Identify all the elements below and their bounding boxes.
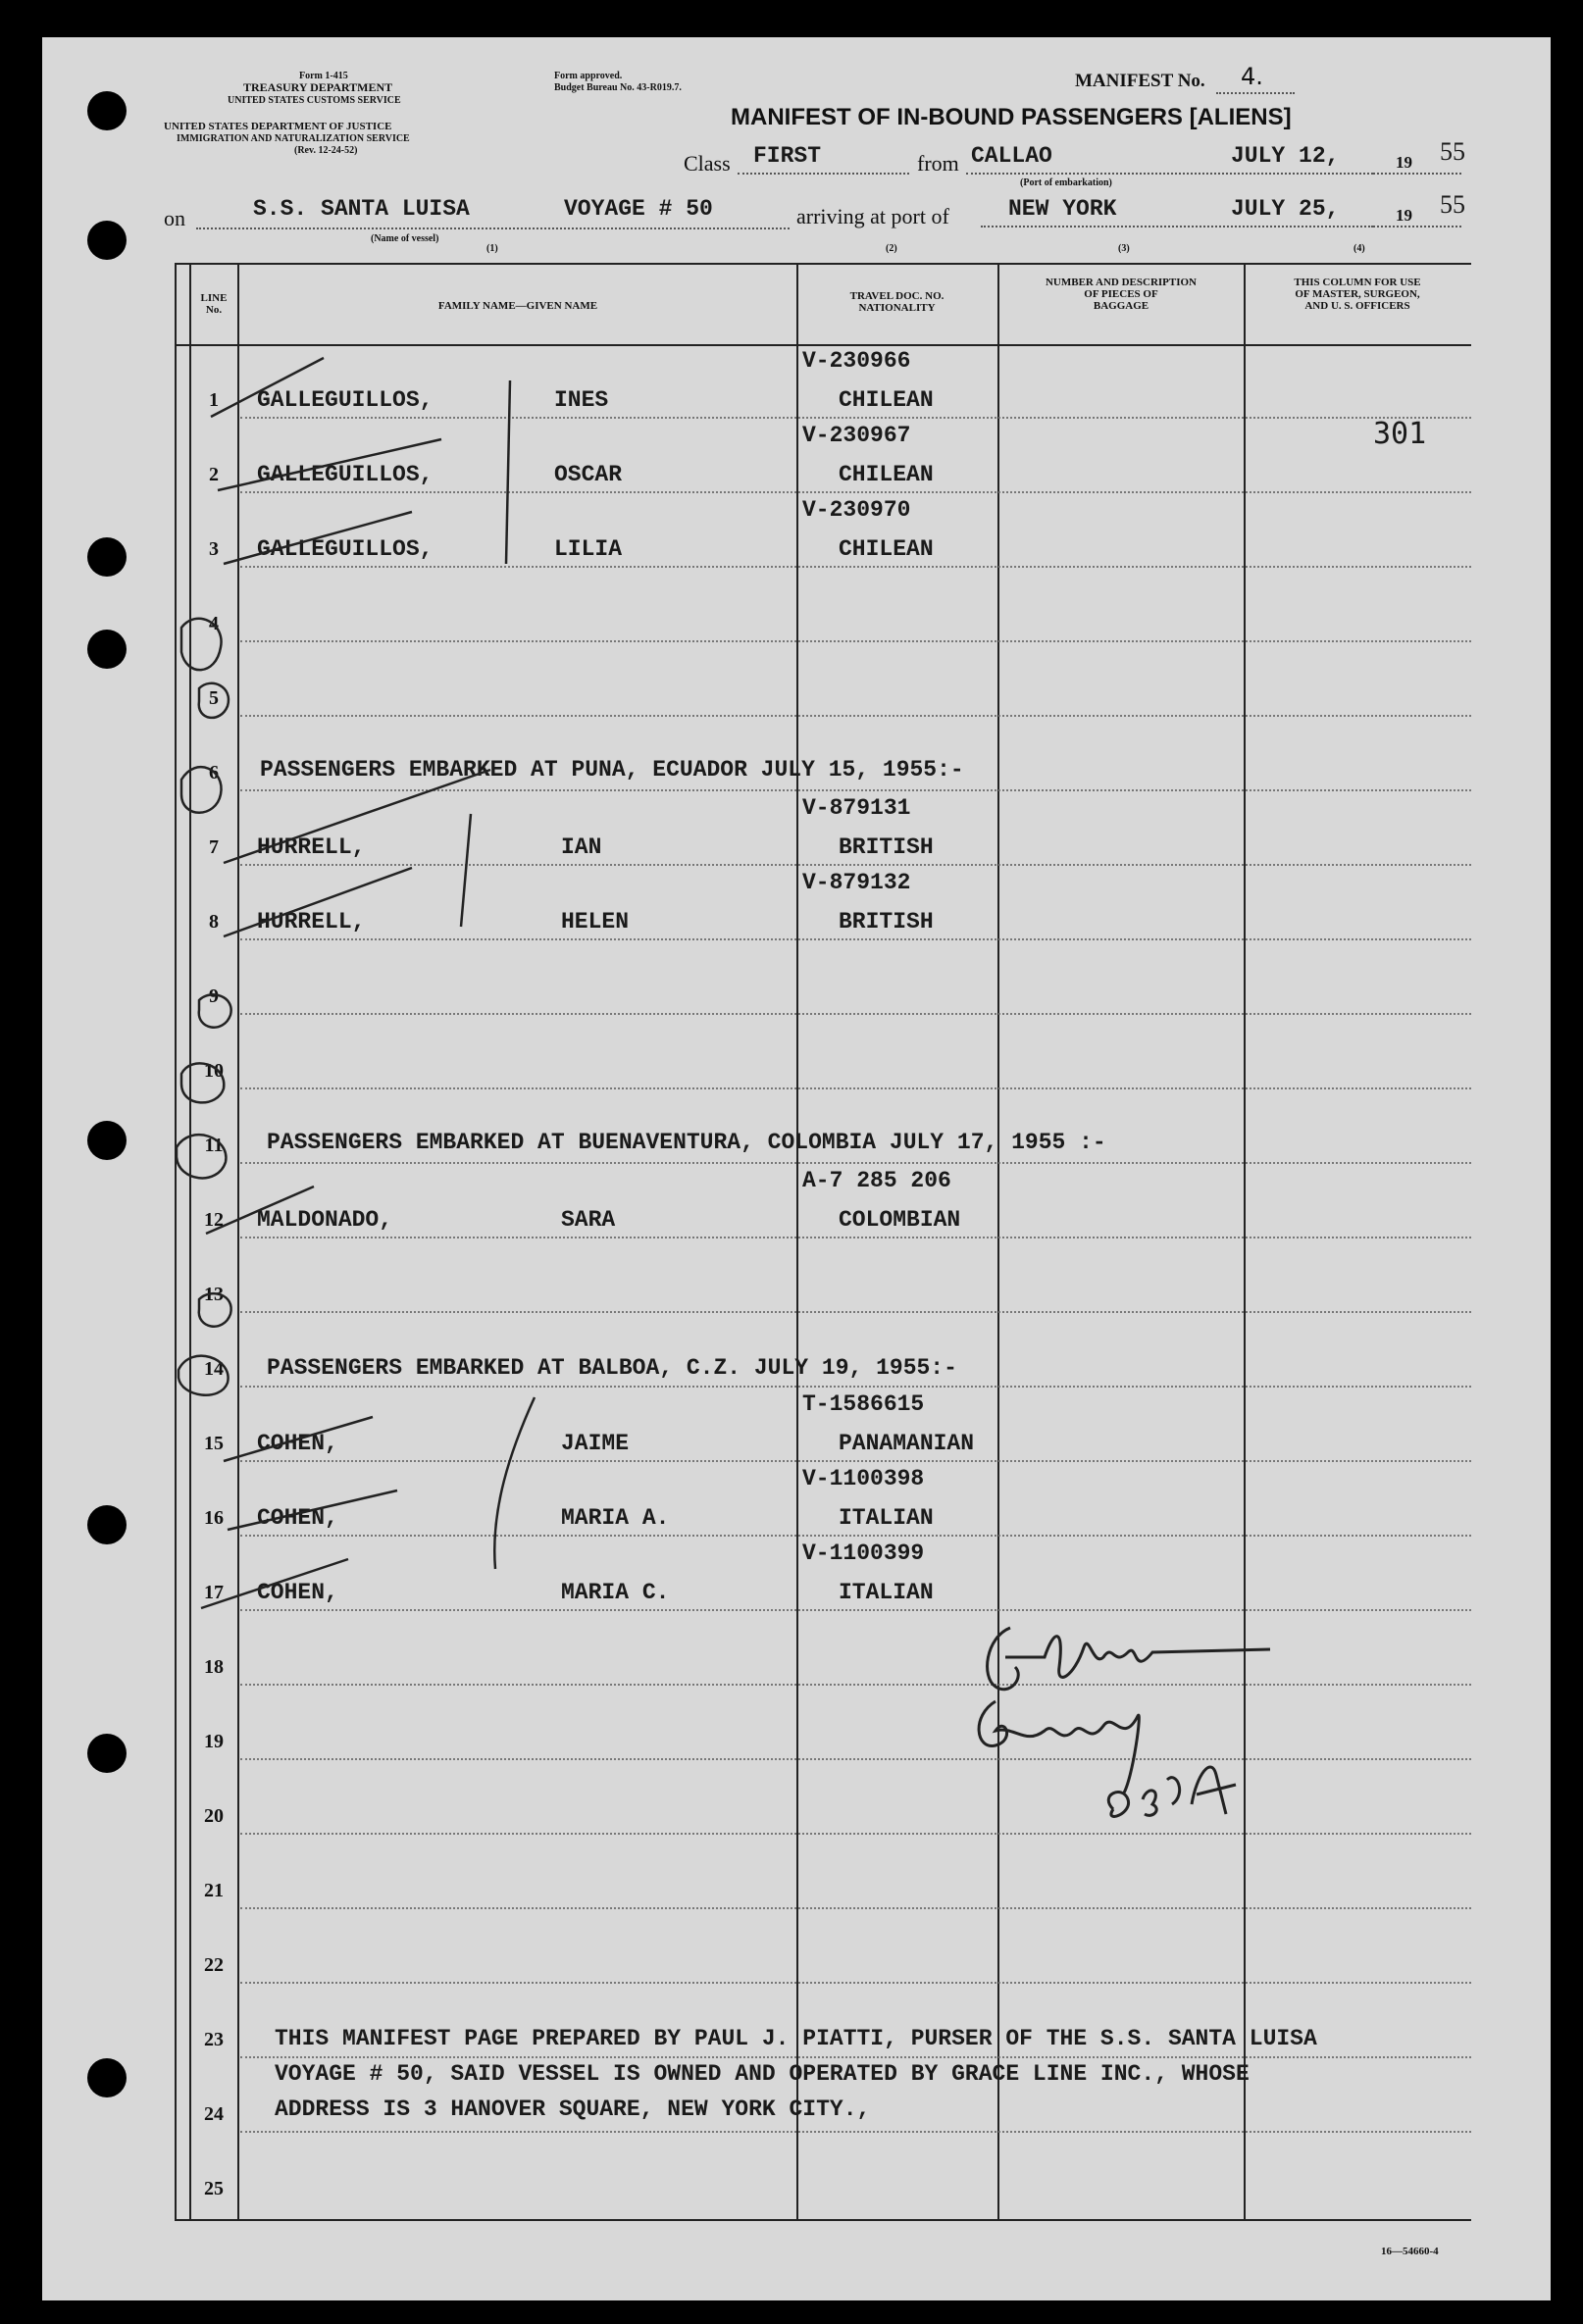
line-number: 16 [204,1507,224,1529]
line-number: 6 [209,762,219,783]
line-number: 22 [204,1954,224,1976]
manifest-no-value: 4. [1241,63,1263,90]
line-number: 20 [204,1805,224,1827]
passenger-nationality: COLOMBIAN [839,1207,961,1233]
passenger-travel-doc: V-879131 [802,795,911,821]
line-number: 18 [204,1656,224,1678]
page-title: MANIFEST OF IN-BOUND PASSENGERS [ALIENS] [731,104,1292,130]
passenger-nationality: BRITISH [839,909,934,935]
passenger-family-name: MALDONADO, [257,1207,393,1233]
on-label: on [164,206,185,230]
passenger-travel-doc: A-7 285 206 [802,1168,951,1193]
passenger-given-name: LILIA [554,536,623,562]
passenger-family-name: HURRELL, [257,834,366,860]
passenger-family-name: COHEN, [257,1431,338,1456]
customs-label: UNITED STATES CUSTOMS SERVICE [228,95,401,106]
form-number-top: Form 1-415 [299,71,348,81]
passenger-travel-doc: V-230970 [802,497,911,523]
passenger-nationality: CHILEAN [839,462,934,487]
line-number: 23 [204,2029,224,2050]
passenger-nationality: PANAMANIAN [839,1431,975,1456]
passenger-family-name: COHEN, [257,1505,338,1531]
passenger-nationality: CHILEAN [839,387,934,413]
arrival-year: 55 [1440,190,1465,219]
passenger-travel-doc: V-230967 [802,423,911,448]
note-puna: PASSENGERS EMBARKED AT PUNA, ECUADOR JULY 15, 1955:- [260,757,964,783]
manifest-no-label: MANIFEST No. [1075,71,1205,91]
passenger-nationality: CHILEAN [839,536,934,562]
baggage-header: NUMBER AND DESCRIPTION OF PIECES OF BAGGAGE [1045,277,1198,312]
passenger-nationality: BRITISH [839,834,934,860]
line-number: 7 [209,836,219,858]
line-number: 17 [204,1582,224,1603]
passenger-nationality: ITALIAN [839,1580,934,1605]
officer-note: 301 [1373,417,1427,451]
passenger-family-name: HURRELL, [257,909,366,935]
col-num-3: (3) [1118,243,1130,254]
vessel-caption: (Name of vessel) [371,233,439,244]
departure-year: 55 [1440,137,1465,166]
col-num-1: (1) [486,243,498,254]
class-value: FIRST [753,143,822,169]
travel-doc-header: TRAVEL DOC. NO. NATIONALITY [849,290,945,314]
arrival-date: JULY 25, [1231,196,1340,222]
line-number: 25 [204,2178,224,2199]
passenger-given-name: IAN [561,834,602,860]
embark-caption: (Port of embarkation) [1020,177,1112,188]
year-prefix: 19 [1396,153,1412,172]
name-header: FAMILY NAME—GIVEN NAME [437,300,598,312]
passenger-given-name: HELEN [561,909,630,935]
arrival-port: NEW YORK [1008,196,1117,222]
passenger-travel-doc: V-1100398 [802,1466,925,1491]
line-number: 13 [204,1284,224,1305]
passenger-travel-doc: V-879132 [802,870,911,895]
line-number: 1 [209,389,219,411]
passenger-given-name: OSCAR [554,462,623,487]
revision-label: (Rev. 12-24-52) [294,145,358,156]
line-number: 21 [204,1880,224,1901]
line-number: 8 [209,911,219,933]
voyage-number: VOYAGE # 50 [564,196,713,222]
line-number: 4 [209,613,219,634]
line-number: 5 [209,687,219,709]
passenger-family-name: COHEN, [257,1580,338,1605]
passenger-given-name: SARA [561,1207,616,1233]
passenger-travel-doc: V-230966 [802,348,911,374]
line-number: 10 [204,1060,224,1082]
budget-bureau: Budget Bureau No. 43-R019.7. [554,82,682,93]
form-print-number: 16—54660-4 [1381,2246,1439,2257]
from-value: CALLAO [971,143,1052,169]
passenger-given-name: MARIA C. [561,1580,670,1605]
passenger-given-name: MARIA A. [561,1505,670,1531]
arriving-label: arriving at port of [796,204,949,228]
passenger-family-name: GALLEGUILLOS, [257,462,434,487]
line-number: 2 [209,464,219,485]
closing-line-3: ADDRESS IS 3 HANOVER SQUARE, NEW YORK CITY., [275,2097,871,2122]
ins-label: IMMIGRATION AND NATURALIZATION SERVICE [177,133,410,144]
col-num-4: (4) [1353,243,1365,254]
from-label: from [917,151,959,176]
line-number: 11 [204,1135,224,1156]
justice-label: UNITED STATES DEPARTMENT OF JUSTICE [164,121,392,132]
passenger-travel-doc: T-1586615 [802,1391,925,1417]
line-number: 14 [204,1358,224,1380]
line-no-header: LINE No. [200,292,228,316]
closing-line-1: THIS MANIFEST PAGE PREPARED BY PAUL J. PIATTI, PURSER OF THE S.S. SANTA LUISA [275,2026,1317,2051]
note-balboa: PASSENGERS EMBARKED AT BALBOA, C.Z. JULY 19, 1955:- [267,1355,957,1381]
line-number: 3 [209,538,219,560]
closing-line-2: VOYAGE # 50, SAID VESSEL IS OWNED AND OPERATED BY GRACE LINE INC., WHOSE [275,2061,1250,2087]
passenger-nationality: ITALIAN [839,1505,934,1531]
officers-header: THIS COLUMN FOR USE OF MASTER, SURGEON, AND U. S. OFFICERS [1294,277,1421,312]
passenger-travel-doc: V-1100399 [802,1541,925,1566]
arrival-year-prefix: 19 [1396,206,1412,225]
line-number: 19 [204,1731,224,1752]
passenger-given-name: INES [554,387,609,413]
vessel-name: S.S. SANTA LUISA [253,196,470,222]
departure-date: JULY 12, [1231,143,1340,169]
line-number: 15 [204,1433,224,1454]
line-number: 9 [209,985,219,1007]
treasury-label: TREASURY DEPARTMENT [243,80,393,94]
passenger-family-name: GALLEGUILLOS, [257,536,434,562]
col-num-2: (2) [886,243,897,254]
line-number: 24 [204,2103,224,2125]
note-buenaventura: PASSENGERS EMBARKED AT BUENAVENTURA, COLOMBIA JULY 17, 1955 :- [267,1130,1106,1155]
passenger-family-name: GALLEGUILLOS, [257,387,434,413]
line-number: 12 [204,1209,224,1231]
class-label: Class [684,151,731,176]
form-approved: Form approved. [554,71,623,81]
passenger-given-name: JAIME [561,1431,630,1456]
